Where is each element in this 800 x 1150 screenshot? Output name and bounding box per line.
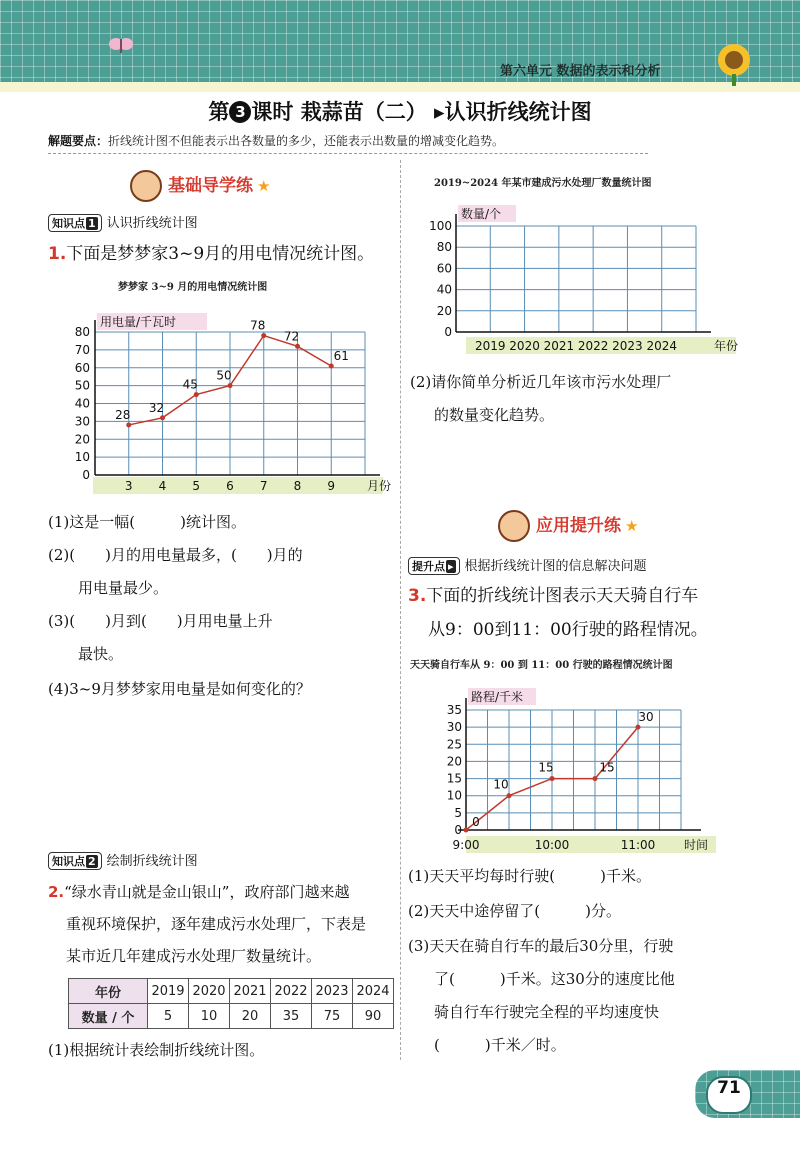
knowledge-tag: 知识点 2 — [48, 852, 102, 870]
page-number: 71 — [706, 1076, 752, 1114]
knowledge-tag: 知识点 1 — [48, 214, 102, 232]
chart2-title: 2019~2024 年某市建成污水处理厂数量统计图 — [434, 178, 652, 189]
y-tick-label: 30 — [74, 414, 90, 429]
chart-treatment-plants — [420, 200, 750, 360]
y-tick-label: 80 — [436, 240, 452, 255]
lesson-number-badge: 3 — [229, 101, 251, 123]
question-1-2a: (2)( )月的用电量最多，( )月的 — [48, 546, 303, 564]
y-tick-label: 60 — [74, 360, 90, 375]
data-label: 45 — [182, 377, 198, 392]
question-1-3b: 最快。 — [78, 645, 124, 663]
key-points: 解题要点：折线统计图不但能表示出各数量的多少，还能表示出数量的增减变化趋势。 — [48, 132, 648, 154]
unit-label: 第六单元 数据的表示和分析 — [500, 64, 661, 79]
question-1-3a: (3)( )月到( )月用电量上升 — [48, 612, 273, 630]
cartoon-face-icon — [498, 510, 530, 542]
y-tick-label: 20 — [446, 754, 462, 769]
x-tick-label: 9:00 — [452, 838, 480, 852]
y-tick-label: 0 — [444, 325, 452, 339]
x-tick-label: 2024 — [646, 339, 677, 353]
section-advanced: 应用提升练 ★ — [498, 510, 638, 542]
data-label: 15 — [538, 760, 554, 775]
question-1-1: (1)这是一幅( )统计图。 — [48, 513, 246, 531]
y-tick-label: 10 — [446, 788, 462, 803]
x-axis-band — [466, 836, 716, 853]
y-tick-label: 20 — [74, 432, 90, 447]
x-tick-label: 7 — [259, 479, 268, 493]
data-label: 28 — [115, 407, 131, 422]
question-3-3d: ( )千米／时。 — [434, 1036, 566, 1054]
table-cell: 2020 — [189, 979, 230, 1004]
improve-point: 提升点 ▸ 根据折线统计图的信息解决问题 — [408, 555, 647, 575]
chart1-title: 梦梦家 3~9 月的用电情况统计图 — [118, 282, 268, 293]
star-icon: ★ — [625, 517, 639, 535]
y-tick-label: 60 — [436, 261, 452, 276]
data-label: 50 — [216, 368, 232, 383]
table-cell: 75 — [312, 1004, 353, 1029]
question-2-2b: 的数量变化趋势。 — [434, 406, 555, 424]
data-point — [194, 392, 199, 397]
y-tick-label: 40 — [74, 396, 90, 411]
x-tick-label: 9 — [327, 479, 336, 493]
table-row — [69, 1004, 394, 1029]
data-point — [329, 363, 334, 368]
section-basic: 基础导学练 ★ — [130, 170, 270, 202]
x-tick-label: 3 — [124, 479, 133, 493]
x-tick-label: 2019 — [475, 339, 506, 353]
y-tick-label: 30 — [446, 720, 462, 735]
table-cell: 2019 — [148, 979, 189, 1004]
chart-electricity — [55, 305, 392, 500]
x-tick-label: 8 — [293, 479, 302, 493]
table-cell: 2022 — [271, 979, 312, 1004]
table-head-count: 数量 / 个 — [69, 1004, 148, 1029]
y-tick-label: 100 — [429, 219, 452, 233]
y-tick-label: 5 — [454, 805, 462, 820]
sunflower-icon — [712, 38, 762, 88]
y-tick-label: 35 — [446, 703, 462, 717]
data-point — [593, 776, 598, 781]
table-cell: 5 — [148, 1004, 189, 1029]
table-row — [69, 979, 394, 1004]
question-1: 1.下面是梦梦家3~9月的用电情况统计图。 — [48, 244, 375, 264]
column-divider — [400, 160, 401, 1060]
question-1-2b: 用电量最少。 — [78, 579, 169, 597]
data-point — [261, 333, 266, 338]
table-cell: 90 — [353, 1004, 394, 1029]
cartoon-face-icon — [130, 170, 162, 202]
question-3a: 3.下面的折线统计图表示天天骑自行车 — [408, 586, 699, 606]
title-subtitle: ▸认识折线统计图 — [434, 100, 592, 124]
star-icon: ★ — [257, 177, 271, 195]
data-label: 78 — [250, 318, 266, 333]
y-tick-label: 0 — [454, 823, 462, 837]
x-tick-label: 2022 — [577, 339, 609, 353]
data-point — [126, 422, 131, 427]
chart-cycling-distance — [420, 680, 720, 860]
y-tick-label: 40 — [436, 282, 452, 297]
question-3-1: (1)天天平均每时行驶( )千米。 — [408, 867, 651, 885]
page-title: 第 3 课时 栽蒜苗（二） ▸认识折线统计图 — [208, 100, 592, 124]
y-tick-label: 80 — [74, 325, 90, 339]
table-cell: 20 — [230, 1004, 271, 1029]
y-axis-label: 用电量/千瓦时 — [100, 315, 177, 329]
y-axis-label: 路程/千米 — [471, 690, 524, 704]
table-cell: 35 — [271, 1004, 312, 1029]
question-1-4: (4)3~9月梦梦家用电量是如何变化的？ — [48, 680, 311, 698]
knowledge-point-2: 知识点 2 绘制折线统计图 — [48, 850, 198, 870]
x-tick-label: 2021 — [543, 339, 575, 353]
table-cell: 2023 — [312, 979, 353, 1004]
data-label: 15 — [599, 760, 615, 775]
data-label: 32 — [148, 400, 165, 415]
x-axis-label: 月份 — [367, 479, 392, 493]
table-cell: 10 — [189, 1004, 230, 1029]
y-tick-label: 15 — [446, 771, 462, 786]
question-2c: 某市近几年建成污水处理厂数量统计。 — [66, 947, 322, 965]
y-tick-label: 0 — [82, 468, 90, 482]
data-label: 10 — [493, 777, 509, 792]
y-axis-label: 数量/个 — [461, 207, 502, 221]
y-tick-label: 25 — [446, 737, 462, 752]
data-label: 72 — [283, 329, 300, 344]
question-3-2: (2)天天中途停留了( )分。 — [408, 902, 621, 920]
table-cell: 2024 — [353, 979, 394, 1004]
x-axis-label: 年份 — [714, 339, 739, 353]
y-tick-label: 70 — [74, 342, 90, 357]
improve-tag: 提升点 ▸ — [408, 557, 460, 575]
question-3b: 从9：00到11：00行驶的路程情况。 — [428, 620, 708, 640]
data-table — [68, 978, 394, 1029]
y-tick-label: 50 — [74, 378, 90, 393]
x-tick-label: 2020 — [509, 339, 540, 353]
table-cell: 2021 — [230, 979, 271, 1004]
question-3-3b: 了( )千米。这30分的速度比他 — [434, 970, 675, 988]
x-tick-label: 6 — [226, 479, 234, 493]
x-tick-label: 2023 — [612, 339, 643, 353]
question-2-2a: (2)请你简单分析近几年该市污水处理厂 — [410, 373, 672, 391]
header-strip — [0, 82, 800, 92]
data-point — [160, 415, 165, 420]
butterfly-icon — [108, 35, 134, 57]
question-2a: 2.“绿水青山就是金山银山”，政府部门越来越 — [48, 883, 350, 901]
x-tick-label: 4 — [158, 479, 167, 493]
data-point — [464, 828, 469, 833]
data-label: 30 — [638, 710, 654, 725]
question-3-3c: 骑自行车行驶完全程的平均速度快 — [434, 1003, 660, 1021]
data-point — [636, 725, 641, 730]
y-tick-label: 20 — [436, 303, 452, 318]
x-axis-label: 时间 — [684, 838, 709, 852]
question-2-1: (1)根据统计表绘制折线统计图。 — [48, 1041, 265, 1059]
table-head-year: 年份 — [69, 979, 148, 1004]
data-point — [550, 776, 555, 781]
data-point — [507, 793, 512, 798]
x-tick-label: 11:00 — [620, 838, 656, 852]
y-tick-label: 10 — [74, 450, 90, 465]
data-point — [228, 383, 233, 388]
knowledge-point-1: 知识点 1 认识折线统计图 — [48, 212, 198, 232]
x-tick-label: 5 — [192, 479, 201, 493]
x-tick-label: 10:00 — [534, 838, 570, 852]
x-axis-band — [93, 477, 383, 494]
data-label: 0 — [472, 815, 480, 829]
data-point — [295, 344, 300, 349]
data-label: 61 — [333, 348, 349, 363]
question-2b: 重视环境保护，逐年建成污水处理厂，下表是 — [66, 915, 367, 933]
question-3-3a: (3)天天在骑自行车的最后30分里，行驶 — [408, 937, 674, 955]
chart3-title: 天天骑自行车从 9：00 到 11：00 行驶的路程情况统计图 — [410, 660, 673, 671]
